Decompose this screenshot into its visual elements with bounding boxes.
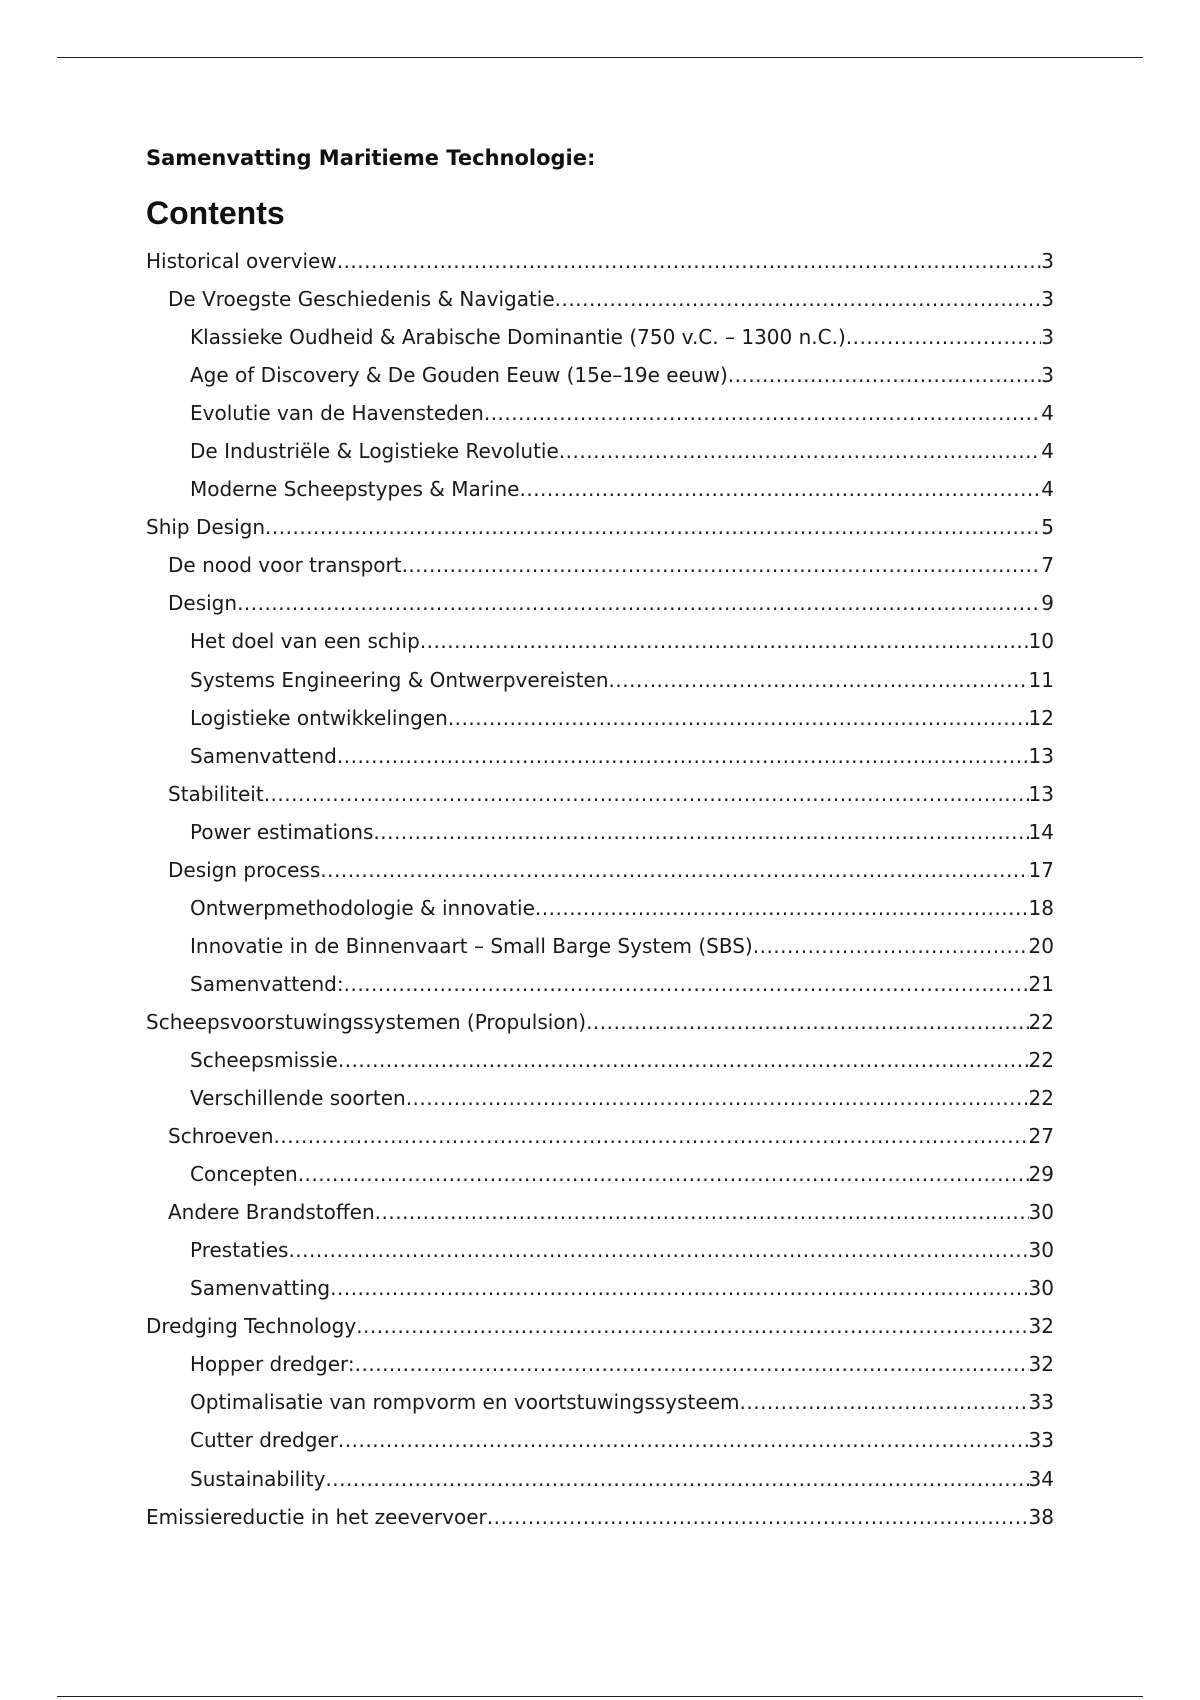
toc-entry-label: Andere Brandstoffen	[168, 1200, 375, 1225]
toc-entry-page-number: 4	[1041, 477, 1054, 502]
toc-entry[interactable]	[146, 549, 1054, 587]
toc-entry[interactable]	[146, 1386, 1054, 1424]
toc-entry-page-number: 7	[1041, 553, 1054, 578]
toc-entry-label: Moderne Scheepstypes & Marine	[190, 477, 520, 502]
toc-entry-label: Emissiereductie in het zeevervoer	[146, 1504, 487, 1529]
toc-dot-leader	[487, 1501, 1029, 1533]
toc-entry-label: Het doel van een schip	[190, 629, 420, 654]
toc-entry-label: Samenvattend	[190, 743, 337, 768]
toc-entry[interactable]	[146, 359, 1054, 397]
toc-entry-page-number: 13	[1028, 743, 1054, 768]
toc-entry-label: Samenvattend:	[190, 971, 344, 996]
toc-entry-page-number: 30	[1028, 1238, 1054, 1263]
toc-entry-page-number: 4	[1041, 439, 1054, 464]
toc-entry-label: Schroeven	[168, 1124, 274, 1149]
toc-dot-leader	[586, 1006, 1028, 1038]
toc-dot-leader	[330, 1272, 1028, 1304]
toc-dot-leader	[355, 1348, 1029, 1380]
toc-entry[interactable]	[146, 1348, 1054, 1386]
toc-entry-page-number: 33	[1028, 1428, 1054, 1453]
toc-entry-page-number: 12	[1028, 705, 1054, 730]
toc-entry-page-number: 5	[1041, 515, 1054, 540]
toc-entry-label: Concepten	[190, 1162, 298, 1187]
toc-entry-label: Power estimations	[190, 819, 374, 844]
toc-entry-page-number: 3	[1041, 249, 1054, 273]
toc-entry[interactable]	[146, 1501, 1054, 1539]
toc-entry-label: Hopper dredger:	[190, 1352, 355, 1377]
toc-entry-page-number: 22	[1028, 1047, 1054, 1072]
toc-dot-leader	[484, 397, 1041, 429]
toc-dot-leader	[337, 740, 1029, 772]
toc-entry[interactable]	[146, 1272, 1054, 1310]
toc-entry-page-number: 3	[1041, 325, 1054, 350]
toc-entry-page-number: 33	[1028, 1390, 1054, 1415]
toc-entry-page-number: 29	[1028, 1162, 1054, 1187]
toc-entry-label: Ontwerpmethodologie & innovatie	[190, 895, 535, 920]
toc-entry[interactable]	[146, 1006, 1054, 1044]
toc-entry[interactable]	[146, 854, 1054, 892]
toc-entry-label: Klassieke Oudheid & Arabische Dominantie (750 v.C. – 1300 n.C.)	[190, 325, 846, 350]
toc-dot-leader	[298, 1158, 1029, 1190]
toc-entry[interactable]	[146, 397, 1054, 435]
toc-entry-page-number: 32	[1028, 1352, 1054, 1377]
toc-dot-leader	[373, 816, 1028, 848]
toc-dot-leader	[448, 702, 1029, 734]
toc-entry-label: Historical overview	[146, 249, 337, 273]
toc-entry-page-number: 9	[1041, 591, 1054, 616]
toc-entry-label: Dredging Technology	[146, 1314, 357, 1339]
footer-rule	[57, 1696, 1143, 1697]
toc-dot-leader	[344, 968, 1029, 1000]
toc-dot-leader	[274, 1120, 1029, 1152]
toc-entry-page-number: 30	[1028, 1200, 1054, 1225]
toc-entry-label: Samenvatting	[190, 1276, 331, 1301]
toc-dot-leader	[237, 587, 1041, 619]
toc-entry-page-number: 22	[1028, 1009, 1054, 1034]
toc-entry[interactable]	[146, 1196, 1054, 1234]
toc-entry-label: Optimalisatie van rompvorm en voortstuwingssysteem	[190, 1390, 740, 1415]
toc-entry[interactable]	[146, 1310, 1054, 1348]
toc-dot-leader	[753, 930, 1029, 962]
toc-entry-page-number: 14	[1028, 819, 1054, 844]
document-title: Samenvatting Maritieme Technologie:	[146, 146, 596, 170]
toc-entry-page-number: 20	[1028, 933, 1054, 958]
toc-entry-page-number: 34	[1028, 1466, 1054, 1491]
toc-entry-label: Design process	[168, 857, 321, 882]
toc-entry-label: De Industriële & Logistieke Revolutie	[190, 439, 559, 464]
toc-entry[interactable]	[146, 473, 1054, 511]
toc-heading: Contents	[146, 195, 285, 231]
toc-entry[interactable]	[146, 968, 1054, 1006]
toc-entry-label: Age of Discovery & De Gouden Eeuw (15e–19e eeuw)	[190, 363, 728, 388]
toc-entry-label: Evolutie van de Havensteden	[190, 401, 484, 426]
toc-entry-label: Scheepsvoorstuwingssystemen (Propulsion)	[146, 1009, 587, 1034]
toc-dot-leader	[337, 245, 1042, 277]
toc-entry-label: Design	[168, 591, 238, 616]
toc-entry[interactable]	[146, 664, 1054, 702]
toc-entry-label: Systems Engineering & Ontwerpvereisten	[190, 667, 609, 692]
toc-entry-label: Ship Design	[146, 515, 266, 540]
toc-entry-page-number: 3	[1041, 287, 1054, 312]
toc-dot-leader	[338, 1424, 1029, 1456]
toc-dot-leader	[338, 1044, 1029, 1076]
toc-entry-label: Stabiliteit	[168, 781, 264, 806]
toc-entry-page-number: 21	[1028, 971, 1054, 996]
toc-entry-label: Scheepsmissie	[190, 1047, 338, 1072]
header-rule	[57, 57, 1143, 58]
toc-entry[interactable]	[146, 245, 1054, 283]
toc-dot-leader	[406, 1082, 1029, 1114]
toc-entry-label: Cutter dredger	[190, 1428, 338, 1453]
toc-entry-page-number: 3	[1041, 363, 1054, 388]
toc-entry-label: Innovatie in de Binnenvaart – Small Barge System (SBS)	[190, 933, 753, 958]
toc-entry[interactable]	[146, 283, 1054, 321]
toc-entry[interactable]	[146, 930, 1054, 968]
toc-dot-leader	[555, 283, 1042, 315]
toc-entry[interactable]	[146, 435, 1054, 473]
toc-dot-leader	[535, 892, 1029, 924]
toc-dot-leader	[420, 625, 1029, 657]
table-of-contents	[146, 245, 1054, 1539]
toc-entry[interactable]	[146, 1234, 1054, 1272]
toc-entry-page-number: 17	[1028, 857, 1054, 882]
toc-dot-leader	[375, 1196, 1029, 1228]
toc-entry-label: Verschillende soorten	[190, 1086, 406, 1111]
toc-dot-leader	[846, 321, 1042, 353]
toc-dot-leader	[356, 1310, 1028, 1342]
toc-entry[interactable]	[146, 587, 1054, 625]
toc-entry-page-number: 32	[1028, 1314, 1054, 1339]
toc-dot-leader	[609, 664, 1029, 696]
toc-dot-leader	[559, 435, 1041, 467]
toc-dot-leader	[740, 1386, 1029, 1418]
toc-entry[interactable]	[146, 702, 1054, 740]
toc-entry-label: De Vroegste Geschiedenis & Navigatie	[168, 287, 555, 312]
toc-entry-page-number: 11	[1028, 667, 1054, 692]
toc-dot-leader	[402, 549, 1042, 581]
toc-entry-page-number: 38	[1028, 1504, 1054, 1529]
toc-dot-leader	[265, 511, 1041, 543]
toc-entry[interactable]	[146, 1158, 1054, 1196]
toc-entry-page-number: 27	[1028, 1124, 1054, 1149]
toc-entry[interactable]	[146, 1120, 1054, 1158]
toc-entry-label: Logistieke ontwikkelingen	[190, 705, 448, 730]
toc-entry-page-number: 10	[1028, 629, 1054, 654]
toc-entry[interactable]	[146, 1082, 1054, 1120]
toc-entry[interactable]	[146, 740, 1054, 778]
toc-dot-leader	[264, 778, 1029, 810]
toc-entry[interactable]	[146, 1463, 1054, 1501]
toc-entry[interactable]	[146, 778, 1054, 816]
toc-entry-label: Prestaties	[190, 1238, 289, 1263]
toc-dot-leader	[320, 854, 1028, 886]
toc-entry[interactable]	[146, 511, 1054, 549]
toc-entry-page-number: 22	[1028, 1086, 1054, 1111]
toc-entry[interactable]	[146, 1424, 1054, 1462]
toc-entry[interactable]	[146, 816, 1054, 854]
toc-dot-leader	[288, 1234, 1028, 1266]
toc-dot-leader	[728, 359, 1042, 391]
toc-entry-page-number: 30	[1028, 1276, 1054, 1301]
toc-entry-page-number: 13	[1028, 781, 1054, 806]
toc-entry[interactable]	[146, 321, 1054, 359]
toc-entry-label: De nood voor transport	[168, 553, 402, 578]
toc-entry-label: Sustainability	[190, 1466, 326, 1491]
toc-entry-page-number: 18	[1028, 895, 1054, 920]
toc-dot-leader	[519, 473, 1041, 505]
toc-entry[interactable]	[146, 1044, 1054, 1082]
toc-entry-page-number: 4	[1041, 401, 1054, 426]
toc-entry[interactable]	[146, 625, 1054, 663]
toc-entry[interactable]	[146, 892, 1054, 930]
toc-dot-leader	[325, 1463, 1028, 1495]
